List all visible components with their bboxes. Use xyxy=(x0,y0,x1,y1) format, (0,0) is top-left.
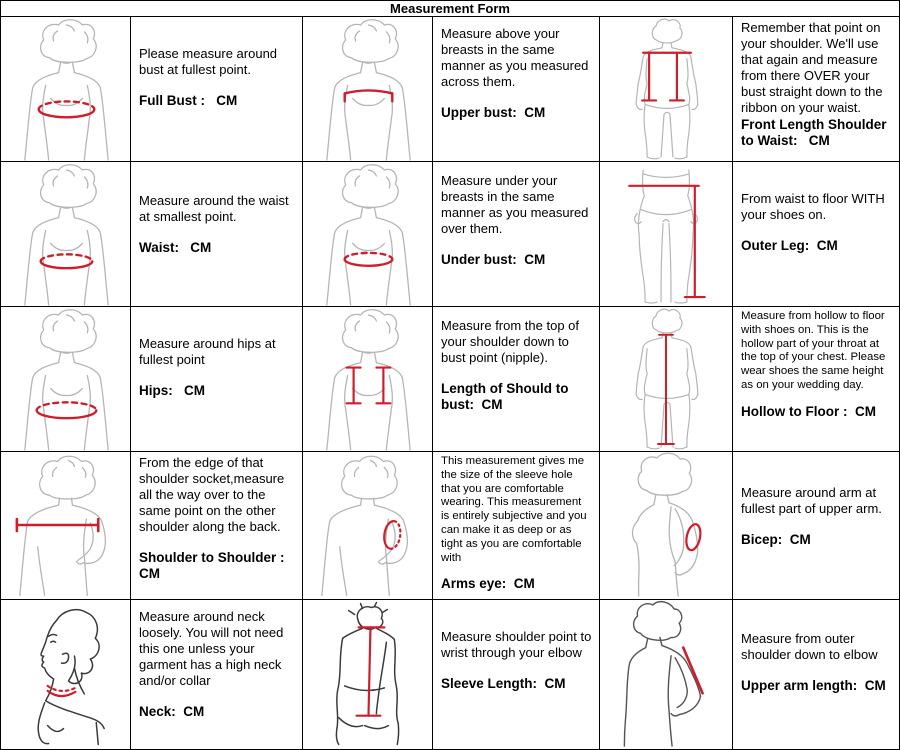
shoulder-to-bust-figure-cell xyxy=(303,307,433,452)
instruction-text: Measure shoulder point to wrist through your elbow xyxy=(441,629,595,660)
waist-instructions xyxy=(131,162,303,307)
under-bust-figure xyxy=(303,162,432,306)
instruction-text: Measure around neck loosely. You will not need this one unless your garment has a high neck and/or collar xyxy=(139,609,287,688)
full-bust-instructions xyxy=(131,17,303,162)
instruction-text: Measure above your breasts in the same manner as you measured across them. xyxy=(441,26,593,89)
measurement-grid xyxy=(1,17,899,749)
upper-bust-measure-line xyxy=(345,90,393,101)
bust-measure-line xyxy=(39,101,95,117)
front-length-instructions xyxy=(733,17,899,162)
upper-arm-length-figure-cell xyxy=(600,600,733,749)
hollow-to-floor-figure-cell xyxy=(600,307,733,452)
shoulder-to-shoulder-figure-cell xyxy=(1,452,131,600)
arms-eye-figure xyxy=(303,452,432,599)
bicep-figure xyxy=(600,452,732,599)
bicep-figure-cell xyxy=(600,452,733,600)
waist-measure-line xyxy=(41,254,93,268)
instruction-text: Measure around the waist at smallest point. xyxy=(139,193,293,224)
hips-figure xyxy=(1,307,130,451)
instruction-text: Measure from outer shoulder down to elbow xyxy=(741,631,878,662)
outer-leg-instructions xyxy=(733,162,899,307)
instruction-text: Measure under your breasts in the same manner as you measured over them. xyxy=(441,173,593,236)
measurement-label: Bicep: CM xyxy=(741,532,811,547)
measurement-label: Arms eye: CM xyxy=(441,576,535,592)
hollow-to-floor-instructions xyxy=(733,307,899,452)
instruction-text: Measure around hips at fullest point xyxy=(139,336,280,367)
upper-arm-length-instructions xyxy=(733,600,899,749)
front-length-measure-line xyxy=(642,53,691,101)
full-bust-figure xyxy=(1,17,130,161)
hips-instructions xyxy=(131,307,303,452)
measurement-label: Front Length Shoulder to Waist: CM xyxy=(741,117,891,148)
sleeve-length-measure-line xyxy=(357,627,385,715)
instruction-text: Measure from hollow to floor with shoes on. This is the hollow part of your throat at the top of your chest. Please wear shoes the same height as on your wedding day. xyxy=(741,310,889,391)
hips-measure-line xyxy=(37,402,97,418)
form-title: Measurement Form xyxy=(1,1,899,17)
measurement-label: Upper arm length: CM xyxy=(741,678,886,693)
hollow-to-floor-figure xyxy=(600,307,732,451)
under-bust-instructions xyxy=(433,162,600,307)
waist-figure-cell xyxy=(1,162,131,307)
bicep-measure-line xyxy=(684,523,702,552)
measurement-label: Under bust: CM xyxy=(441,252,546,267)
measurement-label: Waist: CM xyxy=(139,240,212,255)
neck-instructions xyxy=(131,600,303,749)
hips-figure-cell xyxy=(1,307,131,452)
upper-bust-figure xyxy=(303,17,432,161)
neck-figure-cell xyxy=(1,600,131,749)
instruction-text: This measurement gives me the size of the sleeve hole that you are comfortable wearing. This measurement is entirely subjective and you can make it as deep or as tight as you are comfortable with xyxy=(441,455,590,564)
measurement-label: Shoulder to Shoulder : CM xyxy=(139,550,289,581)
outer-leg-figure-cell xyxy=(600,162,733,307)
bicep-instructions xyxy=(733,452,899,600)
front-length-shoulder-to-waist-figure xyxy=(600,17,732,161)
instruction-text: Remember that point on your shoulder. We'll use that again and measure from there OVER your bust straight down to the ribbon on your waist. xyxy=(741,20,887,115)
measurement-label: Sleeve Length: CM xyxy=(441,676,566,691)
arms-eye-instructions xyxy=(433,452,600,600)
sleeve-length-figure-cell xyxy=(303,600,433,749)
measurement-label: Length of Should to bust: CM xyxy=(441,381,573,412)
upper-bust-instructions xyxy=(433,17,600,162)
outer-leg-measure-line xyxy=(629,186,704,297)
instruction-text: From waist to floor WITH your shoes on. xyxy=(741,191,889,222)
measurement-label: Hollow to Floor : CM xyxy=(741,403,876,419)
sleeve-length-instructions xyxy=(433,600,600,749)
upper-bust-figure-cell xyxy=(303,17,433,162)
arms-eye-figure-cell xyxy=(303,452,433,600)
measurement-label: Hips: CM xyxy=(139,383,205,398)
neck-figure xyxy=(1,600,130,749)
under-bust-measure-line xyxy=(345,253,393,266)
instruction-text: From the edge of that shoulder socket,measure all the way over to the same point on the other shoulder along the back. xyxy=(139,455,288,534)
shoulder-to-shoulder-instructions xyxy=(131,452,303,600)
measurement-label: Neck: CM xyxy=(139,704,205,719)
measurement-label: Full Bust : CM xyxy=(139,93,238,108)
shoulder-to-bust-instructions xyxy=(433,307,600,452)
outer-leg-figure xyxy=(600,162,732,306)
sleeve-length-figure xyxy=(303,600,432,749)
upper-arm-length-figure xyxy=(600,600,732,749)
measurement-label: Outer Leg: CM xyxy=(741,238,838,253)
instruction-text: Measure around arm at fullest part of upper arm. xyxy=(741,485,882,516)
full-bust-figure-cell xyxy=(1,17,131,162)
instruction-text: Measure from the top of your shoulder down to bust point (nipple). xyxy=(441,318,583,365)
under-bust-figure-cell xyxy=(303,162,433,307)
front-length-figure-cell xyxy=(600,17,733,162)
measurement-label: Upper bust: CM xyxy=(441,105,546,120)
instruction-text: Please measure around bust at fullest point. xyxy=(139,46,281,77)
shoulder-to-bust-figure xyxy=(303,307,432,451)
waist-figure xyxy=(1,162,130,306)
shoulder-to-bust-measure-line xyxy=(347,368,391,404)
shoulder-to-shoulder-figure xyxy=(1,452,130,599)
